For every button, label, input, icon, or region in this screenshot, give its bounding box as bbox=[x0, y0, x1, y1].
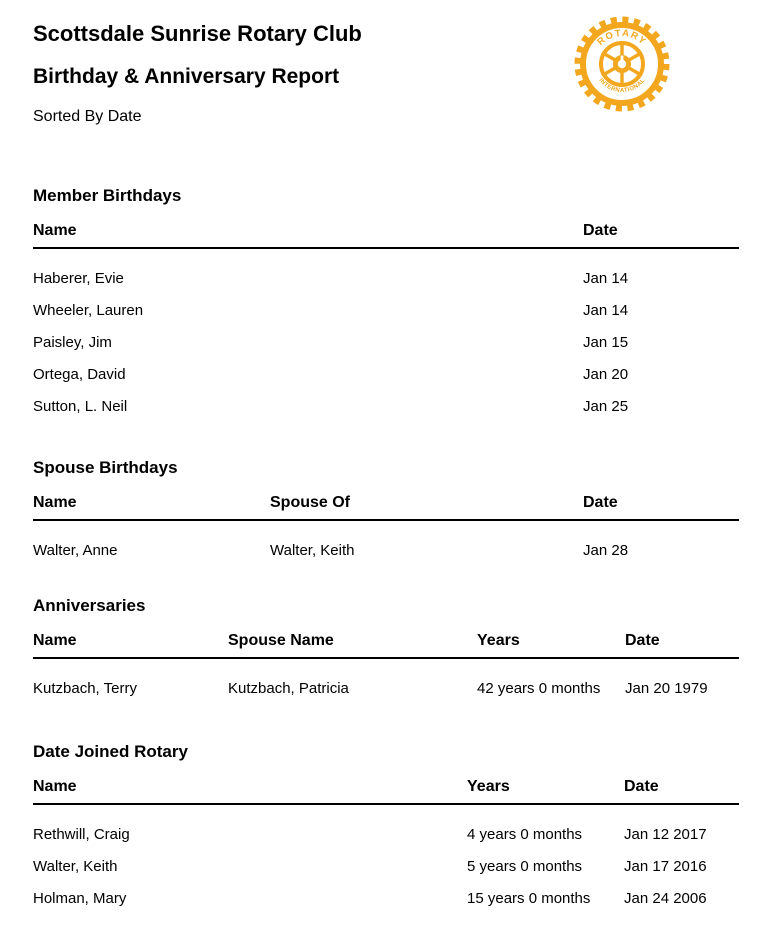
table-header-row bbox=[33, 633, 739, 659]
rotary-wheel-icon bbox=[572, 14, 672, 114]
cell-date: Jan 14 bbox=[583, 303, 629, 319]
table-row bbox=[33, 819, 739, 851]
cell-name: Paisley, Jim bbox=[33, 335, 112, 351]
table-row bbox=[33, 535, 739, 567]
column-header-name: Name bbox=[33, 633, 77, 649]
cell-name: Ortega, David bbox=[33, 367, 126, 383]
cell-date: Jan 17 2016 bbox=[624, 859, 707, 875]
column-header-name: Name bbox=[33, 495, 77, 511]
table-row bbox=[33, 359, 739, 391]
cell-name: Sutton, L. Neil bbox=[33, 399, 128, 415]
table-row bbox=[33, 327, 739, 359]
column-header-spouse-of: Spouse Of bbox=[270, 495, 351, 511]
table-row bbox=[33, 391, 739, 423]
table-row bbox=[33, 263, 739, 295]
section-anniversaries bbox=[33, 597, 739, 705]
column-header-date: Date bbox=[625, 633, 660, 649]
cell-years: 4 years 0 months bbox=[467, 827, 583, 843]
table-header-row bbox=[33, 495, 739, 521]
table-body bbox=[33, 673, 739, 705]
column-header-date: Date bbox=[624, 779, 659, 795]
cell-name: Walter, Anne bbox=[33, 543, 118, 559]
column-header-date: Date bbox=[583, 223, 618, 239]
section-title-member-birthdays: Member Birthdays bbox=[33, 186, 182, 205]
cell-date: Jan 14 bbox=[583, 271, 629, 287]
table-row bbox=[33, 883, 739, 915]
sorted-by-label: Sorted By Date bbox=[33, 108, 142, 125]
cell-date: Jan 20 bbox=[583, 367, 629, 383]
table-row bbox=[33, 295, 739, 327]
cell-name: Haberer, Evie bbox=[33, 271, 124, 287]
section-title-spouse-birthdays: Spouse Birthdays bbox=[33, 458, 178, 477]
column-header-name: Name bbox=[33, 223, 77, 239]
table-body bbox=[33, 819, 739, 915]
section-member-birthdays bbox=[33, 187, 739, 423]
cell-name: Walter, Keith bbox=[33, 859, 118, 875]
section-date-joined-rotary bbox=[33, 743, 739, 915]
cell-years: 5 years 0 months bbox=[467, 859, 583, 875]
section-spouse-birthdays bbox=[33, 459, 739, 567]
table-body bbox=[33, 535, 739, 567]
cell-spouse-name: Kutzbach, Patricia bbox=[228, 681, 349, 697]
cell-date: Jan 15 bbox=[583, 335, 629, 351]
cell-date: Jan 12 2017 bbox=[624, 827, 707, 843]
column-header-name: Name bbox=[33, 779, 77, 795]
table-header-row bbox=[33, 779, 739, 805]
cell-date: Jan 24 2006 bbox=[624, 891, 707, 907]
column-header-date: Date bbox=[583, 495, 618, 511]
cell-date: Jan 25 bbox=[583, 399, 629, 415]
table-header-row bbox=[33, 223, 739, 249]
section-title-anniversaries: Anniversaries bbox=[33, 596, 146, 615]
column-header-years: Years bbox=[477, 633, 520, 649]
logo-bottom-text: INTERNATIONAL bbox=[597, 77, 647, 95]
table-row bbox=[33, 673, 739, 705]
rotary-international-logo bbox=[572, 14, 672, 114]
cell-date: Jan 20 1979 bbox=[625, 681, 708, 697]
cell-date: Jan 28 bbox=[583, 543, 629, 559]
section-title-date-joined: Date Joined Rotary bbox=[33, 742, 188, 761]
club-name: Scottsdale Sunrise Rotary Club bbox=[33, 21, 362, 46]
cell-spouse-of: Walter, Keith bbox=[270, 543, 355, 559]
table-body bbox=[33, 263, 739, 423]
cell-years: 15 years 0 months bbox=[467, 891, 591, 907]
column-header-spouse-name: Spouse Name bbox=[228, 633, 334, 649]
cell-name: Holman, Mary bbox=[33, 891, 127, 907]
cell-years: 42 years 0 months bbox=[477, 681, 601, 697]
page-title: Birthday & Anniversary Report bbox=[33, 65, 340, 88]
column-header-years: Years bbox=[467, 779, 510, 795]
cell-name: Wheeler, Lauren bbox=[33, 303, 144, 319]
cell-name: Kutzbach, Terry bbox=[33, 681, 137, 697]
cell-name: Rethwill, Craig bbox=[33, 827, 130, 843]
table-row bbox=[33, 851, 739, 883]
logo-top-text: ROTARY bbox=[595, 27, 649, 48]
